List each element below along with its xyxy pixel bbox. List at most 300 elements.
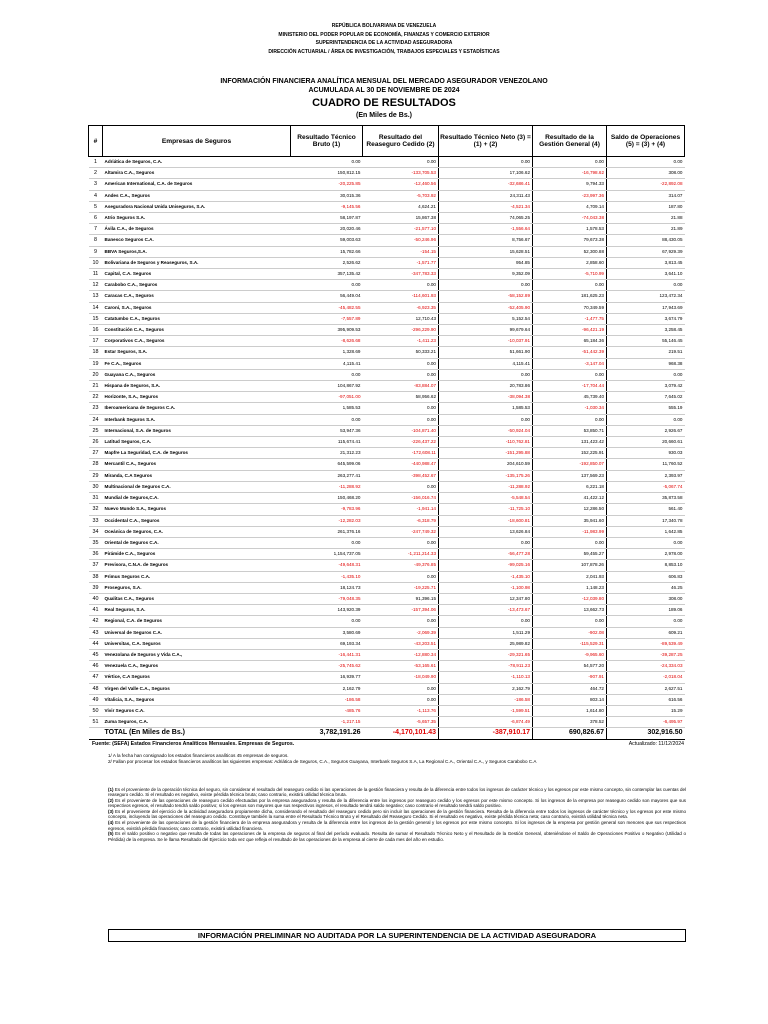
- company-name: Capital, C.A. Seguros: [103, 269, 291, 280]
- value-cell: -6,923.35: [363, 302, 439, 313]
- value-cell: -6,318.79: [363, 515, 439, 526]
- definition-item: [108, 798, 686, 809]
- row-index: 50: [89, 705, 103, 716]
- table-row: [89, 235, 685, 246]
- value-cell: -902.08: [533, 627, 607, 638]
- value-cell: 0.00: [533, 537, 607, 548]
- table-row: [89, 280, 685, 291]
- value-cell: 204,610.59: [439, 459, 533, 470]
- table-row: [89, 661, 685, 672]
- value-cell: 21.89: [607, 224, 685, 235]
- value-cell: 0.00: [607, 616, 685, 627]
- table-row: [89, 425, 685, 436]
- value-cell: 52,300.88: [533, 246, 607, 257]
- value-cell: 0.00: [363, 683, 439, 694]
- value-cell: 35,873.58: [607, 493, 685, 504]
- value-cell: -485.76: [291, 705, 363, 716]
- table-row: [89, 414, 685, 425]
- value-cell: -1,571.77: [363, 257, 439, 268]
- value-cell: 0.00: [363, 414, 439, 425]
- row-index: 27: [89, 448, 103, 459]
- institution-header: [0, 22, 768, 56]
- value-cell: 5,152.54: [439, 313, 533, 324]
- value-cell: 1,154,737.05: [291, 549, 363, 560]
- row-index: 8: [89, 235, 103, 246]
- header-line: MINISTERIO DEL PODER POPULAR DE ECONOMÍA, FINANZAS Y COMERCIO EXTERIOR: [278, 31, 490, 38]
- value-cell: -1,941.14: [363, 504, 439, 515]
- value-cell: -3,147.04: [533, 358, 607, 369]
- value-cell: 16,939.77: [291, 672, 363, 683]
- company-name: Proseguros, S.A.: [103, 582, 291, 593]
- header-line: SUPERINTENDENCIA DE LA ACTIVIDAD ASEGURADORA: [315, 40, 453, 46]
- table-row: [89, 246, 685, 257]
- table-row: [89, 213, 685, 224]
- value-cell: 58,197.87: [291, 213, 363, 224]
- value-cell: -20,225.85: [291, 179, 363, 190]
- value-cell: 59,455.27: [533, 549, 607, 560]
- value-cell: 0.00: [363, 403, 439, 414]
- value-cell: -347,783.33: [363, 269, 439, 280]
- company-name: Mundial de Seguros,C.A.: [103, 493, 291, 504]
- value-cell: 0.00: [533, 369, 607, 380]
- company-name: Qualitas C.A., Seguros: [103, 593, 291, 604]
- total-cell: -4,170,101.43: [363, 728, 439, 739]
- value-cell: 2,858.60: [533, 257, 607, 268]
- col-header-reinsurance: Resultado del Reaseguro Cedido (2): [363, 126, 439, 157]
- table-row: [89, 190, 685, 201]
- col-header-operations-balance: Saldo de Operaciones (5) = (3) + (4): [607, 126, 685, 157]
- table-row: [89, 470, 685, 481]
- company-name: Interbank Seguros S.A.: [103, 414, 291, 425]
- row-index: 3: [89, 179, 103, 190]
- header-line: REPÚBLICA BOLIVARIANA DE VENEZUELA: [331, 23, 437, 29]
- value-cell: 7,645.02: [607, 392, 685, 403]
- value-cell: -115,529.31: [533, 638, 607, 649]
- report-title: INFORMACIÓN FINANCIERA ANALÍTICA MENSUAL DEL MERCADO ASEGURADOR VENEZOLANO: [220, 78, 548, 85]
- value-cell: 67,929.39: [607, 246, 685, 257]
- row-index: 17: [89, 336, 103, 347]
- value-cell: 150,812.15: [291, 168, 363, 179]
- value-cell: 2,978.00: [607, 549, 685, 560]
- value-cell: -1,435.10: [291, 571, 363, 582]
- row-index: 47: [89, 672, 103, 683]
- value-cell: -1,113.76: [363, 705, 439, 716]
- total-cell: 3,782,191.26: [291, 728, 363, 739]
- value-cell: 2,926.67: [607, 425, 685, 436]
- company-name: Regional, C.A. de Seguros: [103, 616, 291, 627]
- table-row: [89, 201, 685, 212]
- row-index: 15: [89, 313, 103, 324]
- table-row: [89, 381, 685, 392]
- value-cell: 395,909.53: [291, 325, 363, 336]
- company-name: Virgen del Valle C.A., Seguros: [103, 683, 291, 694]
- company-name: Latitud Seguros, C.A.: [103, 437, 291, 448]
- row-index: 6: [89, 213, 103, 224]
- value-cell: 0.00: [291, 616, 363, 627]
- definition-text: Es el proveniente de las operaciones de la gestión financiera de la empresa aseguradora y resulta de la diferencia entre los ingresos de la gestión general y los egresos por este mismo concepto. Si los ingresos de la empresa por gestión general son menores que sus respectivos egresos, existirá pérdida financiera; caso contrario, existirá utilidad financiera.: [108, 820, 686, 831]
- table-row: [89, 302, 685, 313]
- company-name: Venezuela C.A., Seguros: [103, 661, 291, 672]
- value-cell: -5,067.74: [607, 481, 685, 492]
- value-cell: 17,943.69: [607, 302, 685, 313]
- value-cell: 115,674.41: [291, 437, 363, 448]
- company-name: Oceánica de Seguros, C.A.: [103, 526, 291, 537]
- value-cell: 4,709.14: [533, 201, 607, 212]
- row-index: 25: [89, 425, 103, 436]
- definition-tag: (4): [108, 820, 114, 826]
- value-cell: 219.51: [607, 347, 685, 358]
- definition-tag: (2): [108, 798, 114, 804]
- company-name: Internacional, S.A. de Seguros: [103, 425, 291, 436]
- value-cell: 181,625.23: [533, 291, 607, 302]
- value-cell: 0.00: [363, 280, 439, 291]
- row-index: 11: [89, 269, 103, 280]
- value-cell: -11,725.10: [439, 504, 533, 515]
- value-cell: -11,288.92: [439, 481, 533, 492]
- definition-item: [108, 809, 686, 820]
- company-name: Previsora, C.N.A. de Seguros: [103, 560, 291, 571]
- table-row: [89, 179, 685, 190]
- table-row: [89, 515, 685, 526]
- company-name: Multinacional de Seguros C.A.: [103, 481, 291, 492]
- row-index: 22: [89, 392, 103, 403]
- value-cell: -16,798.62: [533, 168, 607, 179]
- value-cell: 0.00: [291, 280, 363, 291]
- value-cell: 65,184.36: [533, 336, 607, 347]
- value-cell: 561.40: [607, 504, 685, 515]
- row-index: 48: [89, 683, 103, 694]
- value-cell: -5,703.92: [363, 190, 439, 201]
- value-cell: -5,710.99: [533, 269, 607, 280]
- value-cell: -32,686.41: [439, 179, 533, 190]
- table-row: [89, 638, 685, 649]
- value-cell: 70,349.59: [533, 302, 607, 313]
- definition-item: [108, 831, 686, 842]
- value-cell: 0.00: [291, 537, 363, 548]
- value-cell: 555.19: [607, 403, 685, 414]
- company-name: Universal de Seguros C.A.: [103, 627, 291, 638]
- row-index: 29: [89, 470, 103, 481]
- value-cell: 17,106.62: [439, 168, 533, 179]
- row-index: 20: [89, 369, 103, 380]
- table-row: [89, 571, 685, 582]
- row-index: 35: [89, 537, 103, 548]
- definition-item: [108, 820, 686, 831]
- table-row: [89, 672, 685, 683]
- company-name: Horizonte, S.A., Seguros: [103, 392, 291, 403]
- value-cell: -43,203.51: [363, 638, 439, 649]
- company-name: Primus Seguros C.A.: [103, 571, 291, 582]
- value-cell: -192,850.07: [533, 459, 607, 470]
- value-cell: 2,162.79: [439, 683, 533, 694]
- value-cell: -11,288.92: [291, 481, 363, 492]
- value-cell: 308.00: [607, 593, 685, 604]
- value-cell: 58,956.62: [363, 392, 439, 403]
- company-name: Banesco Seguros C.A.: [103, 235, 291, 246]
- value-cell: 3,641.10: [607, 269, 685, 280]
- row-index: 19: [89, 358, 103, 369]
- table-row: [89, 437, 685, 448]
- table-row: [89, 269, 685, 280]
- value-cell: 0.00: [291, 414, 363, 425]
- value-cell: 378.52: [533, 717, 607, 728]
- footnote-2: 2/ Fallan por procesar los estados financieros analíticos las siguientes empresas: Adriática de Seguros, C.A., Seguros Guayana, Interbank Seguros S.A, La Regional C.A., Oriental C.A., y Seguros Carabobo C.A: [108, 759, 537, 764]
- value-cell: -29,321.65: [439, 649, 533, 660]
- value-cell: -22,892.08: [607, 179, 685, 190]
- value-cell: -151,295.88: [439, 448, 533, 459]
- value-cell: 123,472.34: [607, 291, 685, 302]
- table-row: [89, 358, 685, 369]
- value-cell: -7,557.89: [291, 313, 363, 324]
- value-cell: 9,794.33: [533, 179, 607, 190]
- company-name: Bolivariana de Seguros y Reaseguros, S.A.: [103, 257, 291, 268]
- company-name: Vitalicia, S.A., Seguros: [103, 694, 291, 705]
- company-name: Catatumbo C.A., Seguros: [103, 313, 291, 324]
- value-cell: 0.00: [363, 157, 439, 168]
- value-cell: 0.00: [533, 414, 607, 425]
- company-name: Caroní, S.A., Seguros: [103, 302, 291, 313]
- value-cell: -24,334.03: [607, 661, 685, 672]
- value-cell: 1,148.23: [533, 582, 607, 593]
- value-cell: 18,124.73: [291, 582, 363, 593]
- value-cell: 954.85: [439, 257, 533, 268]
- value-cell: 2,627.51: [607, 683, 685, 694]
- value-cell: 0.00: [363, 369, 439, 380]
- value-cell: 131,423.42: [533, 437, 607, 448]
- value-cell: -83,884.07: [363, 381, 439, 392]
- value-cell: -1,556.64: [439, 224, 533, 235]
- company-name: Vértice, C.A Seguros: [103, 672, 291, 683]
- value-cell: 17,340.78: [607, 515, 685, 526]
- value-cell: 609.21: [607, 627, 685, 638]
- value-cell: 0.00: [291, 369, 363, 380]
- value-cell: -154.15: [363, 246, 439, 257]
- value-cell: 263,277.41: [291, 470, 363, 481]
- row-index: 51: [89, 717, 103, 728]
- value-cell: -96,421.19: [533, 325, 607, 336]
- value-cell: 3,580.69: [291, 627, 363, 638]
- value-cell: -39,287.25: [607, 649, 685, 660]
- value-cell: -53,165.61: [363, 661, 439, 672]
- value-cell: 20,783.86: [439, 381, 533, 392]
- page-title: CUADRO DE RESULTADOS: [312, 97, 456, 109]
- value-cell: 803.14: [533, 694, 607, 705]
- col-header-net-technical: Resultado Técnico Neto (3) = (1) + (2): [439, 126, 533, 157]
- table-row: [89, 649, 685, 660]
- value-cell: -11,983.99: [533, 526, 607, 537]
- table-row: [89, 325, 685, 336]
- definition-item: [108, 787, 686, 798]
- value-cell: -2,069.39: [363, 627, 439, 638]
- table-row: [89, 694, 685, 705]
- value-cell: 20,020.46: [291, 224, 363, 235]
- value-cell: 0.00: [607, 157, 685, 168]
- total-row: [89, 728, 685, 739]
- value-cell: 12,710.43: [363, 313, 439, 324]
- source-note: Fuente: (SEFA) Estados Financieros Analíticos Mensuales. Empresas de Seguros.: [92, 741, 295, 747]
- value-cell: -1,411.23: [363, 336, 439, 347]
- footnote-1: 1/ A la fecha han consignado los estados financieros analíticos 45 empresas de seguros.: [108, 753, 289, 758]
- company-name: American International, C.A. de Seguros: [103, 179, 291, 190]
- value-cell: 4,115.41: [439, 358, 533, 369]
- value-cell: 1,578.53: [533, 224, 607, 235]
- row-index: 23: [89, 403, 103, 414]
- value-cell: -398,452.67: [363, 470, 439, 481]
- row-index: 40: [89, 593, 103, 604]
- row-index: 36: [89, 549, 103, 560]
- company-name: Corporativos C.A., Seguros: [103, 336, 291, 347]
- company-name: Iberoamericana de Seguros C.A.: [103, 403, 291, 414]
- value-cell: -110,762.81: [439, 437, 533, 448]
- value-cell: -19,225.71: [363, 582, 439, 593]
- value-cell: 0.00: [291, 157, 363, 168]
- value-cell: 143,920.39: [291, 605, 363, 616]
- value-cell: 35,941.60: [533, 515, 607, 526]
- updated-date: Actualizado: 11/12/2024: [628, 741, 684, 747]
- value-cell: 15.29: [607, 705, 685, 716]
- row-index: 34: [89, 526, 103, 537]
- value-cell: 1,511.29: [439, 627, 533, 638]
- value-cell: 13,626.84: [439, 526, 533, 537]
- company-name: Caracas C.A., Seguros: [103, 291, 291, 302]
- company-name: Guayana C.A., Seguros: [103, 369, 291, 380]
- value-cell: 0.00: [607, 414, 685, 425]
- value-cell: 12,347.80: [439, 593, 533, 604]
- value-cell: -172,608.11: [363, 448, 439, 459]
- value-cell: 13,662.73: [533, 605, 607, 616]
- company-name: Mercantil C.A., Seguros: [103, 459, 291, 470]
- table-row: [89, 593, 685, 604]
- value-cell: 88,430.05: [607, 235, 685, 246]
- value-cell: -104,871.40: [363, 425, 439, 436]
- row-index: 32: [89, 504, 103, 515]
- value-cell: -5,548.54: [439, 493, 533, 504]
- table-row: [89, 448, 685, 459]
- value-cell: 0.00: [607, 280, 685, 291]
- table-row: [89, 605, 685, 616]
- row-index: 37: [89, 560, 103, 571]
- value-cell: -38,094.38: [439, 392, 533, 403]
- value-cell: 1,614.80: [533, 705, 607, 716]
- row-index: 12: [89, 280, 103, 291]
- value-cell: -5,657.35: [363, 717, 439, 728]
- value-cell: -13,473.67: [439, 605, 533, 616]
- value-cell: 74,065.25: [439, 213, 533, 224]
- value-cell: 11,760.52: [607, 459, 685, 470]
- row-index: 1: [89, 157, 103, 168]
- table-row: [89, 369, 685, 380]
- table-body: [89, 157, 685, 728]
- row-index: 18: [89, 347, 103, 358]
- company-name: Adriática de Seguros, C.A.: [103, 157, 291, 168]
- col-header-index: #: [89, 126, 103, 157]
- value-cell: -1,100.98: [439, 582, 533, 593]
- value-cell: -296,229.90: [363, 325, 439, 336]
- value-cell: -74,043.38: [533, 213, 607, 224]
- value-cell: 8,853.10: [607, 560, 685, 571]
- value-cell: -12,039.80: [533, 593, 607, 604]
- value-cell: 0.00: [363, 694, 439, 705]
- value-cell: 261,376.16: [291, 526, 363, 537]
- table-row: [89, 336, 685, 347]
- table-row: [89, 705, 685, 716]
- value-cell: 150,468.20: [291, 493, 363, 504]
- value-cell: 55,146.45: [607, 336, 685, 347]
- preliminary-disclaimer: INFORMACIÓN PRELIMINAR NO AUDITADA POR LA SUPERINTENDENCIA DE LA ACTIVIDAD ASEGURADORA: [108, 929, 686, 942]
- company-name: Atrio Seguros S.A.: [103, 213, 291, 224]
- table-row: [89, 616, 685, 627]
- value-cell: 9,352.09: [439, 269, 533, 280]
- table-row: [89, 537, 685, 548]
- company-name: Andes C.A., Seguros: [103, 190, 291, 201]
- company-name: Oriental de Seguros C.A.: [103, 537, 291, 548]
- value-cell: 0.00: [363, 571, 439, 582]
- row-index: 28: [89, 459, 103, 470]
- definition-tag: (1): [108, 787, 114, 792]
- value-cell: -51,442.39: [533, 347, 607, 358]
- value-cell: -135,175.26: [439, 470, 533, 481]
- value-cell: 41,422.12: [533, 493, 607, 504]
- col-header-general-management: Resultado de la Gestión General (4): [533, 126, 607, 157]
- value-cell: 107,878.26: [533, 560, 607, 571]
- value-cell: -157,394.06: [363, 605, 439, 616]
- row-index: 46: [89, 661, 103, 672]
- value-cell: 56,449.04: [291, 291, 363, 302]
- value-cell: -440,988.47: [363, 459, 439, 470]
- value-cell: -17,704.44: [533, 381, 607, 392]
- row-index: 13: [89, 291, 103, 302]
- table-row: [89, 392, 685, 403]
- value-cell: 21,312.23: [291, 448, 363, 459]
- value-cell: 51,661.90: [439, 347, 533, 358]
- value-cell: 0.00: [439, 369, 533, 380]
- col-header-company: Empresas de Seguros: [103, 126, 291, 157]
- table-row: [89, 481, 685, 492]
- value-cell: -4,521.34: [439, 201, 533, 212]
- row-index: 44: [89, 638, 103, 649]
- value-cell: 4,624.21: [363, 201, 439, 212]
- value-cell: 606.83: [607, 571, 685, 582]
- value-cell: 79,673.38: [533, 235, 607, 246]
- results-table: [88, 125, 685, 740]
- value-cell: -1,110.13: [439, 672, 533, 683]
- value-cell: 2,393.97: [607, 470, 685, 481]
- company-name: Venezolana de Seguros y Vida C.A.,: [103, 649, 291, 660]
- value-cell: 616.56: [607, 694, 685, 705]
- value-cell: -49,648.31: [291, 560, 363, 571]
- value-cell: -114,601.93: [363, 291, 439, 302]
- table-row: [89, 291, 685, 302]
- value-cell: -10,037.91: [439, 336, 533, 347]
- value-cell: -25,745.62: [291, 661, 363, 672]
- value-cell: -6,495.97: [607, 717, 685, 728]
- value-cell: 1,585.53: [439, 403, 533, 414]
- row-index: 10: [89, 257, 103, 268]
- table-row: [89, 560, 685, 571]
- value-cell: -52,405.90: [439, 302, 533, 313]
- value-cell: 0.00: [439, 414, 533, 425]
- company-name: Carabobo C.A., Seguros: [103, 280, 291, 291]
- row-index: 33: [89, 515, 103, 526]
- row-index: 45: [89, 649, 103, 660]
- row-index: 42: [89, 616, 103, 627]
- value-cell: -56,477.28: [439, 549, 533, 560]
- row-index: 31: [89, 493, 103, 504]
- value-cell: 0.00: [439, 616, 533, 627]
- value-cell: 645,599.06: [291, 459, 363, 470]
- row-index: 21: [89, 381, 103, 392]
- value-cell: 59,003.63: [291, 235, 363, 246]
